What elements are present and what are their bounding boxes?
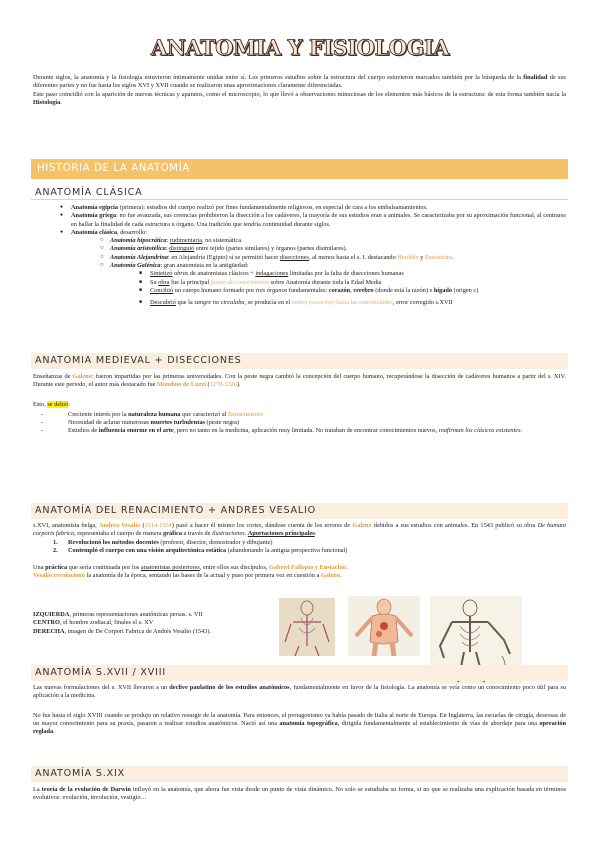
list-item: 1. Revolucionó los métodos docentes (profesor, disector, demostrador y dibujante) — [53, 538, 273, 546]
xvii-section — [33, 684, 566, 736]
list-item: - Estudios de influencia enorme en el arte, pero no tanto en la medicina, aplicación muy limitada. No trataban de encontrar conocimientos nuevos, reafirman los clásicos existentes. — [33, 427, 566, 435]
xvii-paragraph-2: No fue hasta el siglo XVIII cuando se produjo un relativo resurgir de la anatomía. Para entonces, el protagonismo ya había pasado de Italia al norte de Europa. En Inglaterra, las escuelas de cirugía, deseosas de un mayor conocimiento para su praxis, pasaron a realizar estudios anatómicos. Nació así una anatomía topográfica, dirigida fundamentalmente al establecimiento de vías de abordaje para una operación reglada. — [33, 711, 566, 736]
renacimiento-paragraph-3: Vesalio revolucionó la anatomía de la época, sentando las bases de la actual y puso por primera vez en cuestión a Galeno. — [33, 572, 342, 580]
list-item: ○ Anatomía hipocrática: rudimentaria, no sistemática. — [33, 237, 566, 245]
list-item: ○ Anatomía Alejandrina: en Alejandría (Egipto) sí se permitió hacer disecciones, al menos hasta el s. I. destacando Herófilo y Erasístrato. — [33, 254, 566, 262]
list-item: - Necesidad de aclarar numerosas muertes turbulentas (peste negra) — [33, 419, 566, 427]
list-item: ○ Anatomía aristotélica: distinguió entre tejido (partes similares) y órganos (partes disimilares). — [33, 245, 566, 253]
clasica-list — [33, 204, 566, 308]
list-item: 2. Contempló el cuerpo con una visión arquitectónica estática (abandonando la antigua perspectiva funcional) — [53, 546, 348, 554]
heading-anatomia-clasica: ANATOMÍA CLÁSICA — [31, 186, 568, 200]
caption-centro: CENTRO, el hombre zodiacal, finales el s. XV — [33, 619, 154, 627]
list-item: - Creciente interés por la naturaleza humana que caracterizó al Renacimiento — [33, 411, 566, 419]
list-item: ■ Concibió un cuerpo humano formado por tres órganos fundamentales: corazón, cerebro (donde está la razón) e hígado (origen c) — [33, 287, 566, 295]
xix-paragraph: La teoría de la evolución de Darwin influyó en la anatomía, que ahora fue vista desde un punto de vista dinámico. No solo se estudiaba su forma, si no que se realizaba una explicación basada en términos evolutivos: evolución, involución, vestigio… — [33, 786, 566, 802]
zodiac-man-illustration — [348, 596, 420, 656]
list-item: ○ Anatomía Galénica: gran anatomista en la antigüedad: — [33, 262, 566, 270]
list-item: ■ Sintetizó obras de anatomistas clásicos + indagaciones limitadas por la falta de disecciones humanas — [33, 270, 566, 278]
list-item: ● Anatomía egipcia (primera): estudios del cuerpo realizó por fines fundamentalmente religiosos, en especial de cara a los embalsamamientos. — [33, 204, 566, 212]
heading-anatomia-xix: ANATOMÍA S.XIX — [31, 766, 568, 782]
renacimiento-section — [33, 522, 566, 581]
heading-anatomia-xvii-xviii: ANATOMÍA S.XVII / XVIII — [31, 665, 568, 681]
xvii-paragraph-1: Las nuevas formulaciones del s. XVII llevaron a un declive paulatino de los estudios anatómicos, fundamentalmente en favor de la fisiología. La anatomía se veía como un conocimiento poco útil para su aplicación a la medicina. — [33, 684, 566, 700]
section-band-historia: HISTORIA DE LA ANATOMÍA — [31, 159, 568, 179]
page-title: ANATOMIA Y FISIOLOGIA — [150, 35, 450, 60]
medieval-paragraph: Enseñanzas de Galeno: fueron impartidas por las primeras universidades. Con la peste negra cambió la concepción del cuerpo humano, recuperándose la disección de cadáveres humanos a partir del s. XIV. Durante este periodo, el autor más destacado fue Mondino de Luzzi (1270-1326). — [33, 373, 566, 389]
caption-izquierda: IZQUIERDA, primeras representaciones anatómicas persas. s. VII — [33, 611, 203, 618]
medieval-cause-intro: Esto, se debió: — [33, 400, 70, 408]
list-item: ● Anatomía griega: no fue avanzada, sus creencias prohibieron la disección a los cadáveres, la mayoría de sus estudios eran a animales. Se caracterizaba por su aproximación funcional, al centrarse en hallar la finalidad de cada estructura u órgano. Una tradición que tendría continuidad durante siglos. — [33, 212, 566, 229]
list-item: ■ Su obra fue la principal fuente de conocimiento sobre Anatomía durante toda la Edad Media — [33, 279, 566, 287]
intro-paragraph-2: Este paso coincidió con la aparición de nuevas técnicas y aparatos, como el microscopio, lo que llevó a observaciones minuciosas de los elementos más básicos de la estructura: de esta forma también nacía la Histología. — [33, 90, 566, 106]
intro-section — [33, 74, 566, 107]
heading-anatomia-renacimiento: ANATOMÍA DEL RENACIMIENTO + ANDRES VESALIO — [31, 503, 568, 519]
renacimiento-paragraph-2: Una práctica que sería continuada por los anatomistas posteriores, entre ellos sus discípulos, Gabriel Fallopio y Eustachio. — [33, 564, 348, 572]
xix-section — [33, 786, 566, 803]
image-captions — [33, 611, 293, 636]
intro-paragraph-1: Durante siglos, la anatomía y la fisiología estuvieron íntimamente unidas entre sí. Los primeros estudios sobre la estructura del cuerpo estuvieron marcados también por la búsqueda de la finalidad de sus diferentes partes y no fue hasta los siglos XVI y XVII cuando se realizaron unas aproximaciones claramente diferenciadas. — [33, 74, 566, 90]
medieval-section — [33, 373, 566, 436]
heading-anatomia-medieval: ANATOMIA MEDIEVAL + DISECCIONES — [31, 353, 568, 369]
list-item: ■ Descubrió que la sangre no circulaba, se producía en el centro (creación) hasta las extremidades, error corregido s.XVII — [33, 299, 566, 307]
renacimiento-paragraph-1: s.XVI, anatomista belga, Andrea Vesalio (1514-1564) pasó a hacer él mismo los cortes, dándose cuenta de los errores de Galeno debidos a sus estudios con animales. En 1543 publicó su obra De humani corporis fabrica, representaba el cuerpo de manera gráfica a través de ilustraciones. Aportaciones principales: — [33, 522, 567, 538]
persian-anatomy-illustration — [279, 598, 335, 656]
list-item: ● Anatomía clásica, desarrollo: — [33, 229, 566, 237]
caption-derecha: DERECHA, imagen de De Corpori Fabrica de Andrés Vesalio (1543). — [33, 627, 212, 635]
